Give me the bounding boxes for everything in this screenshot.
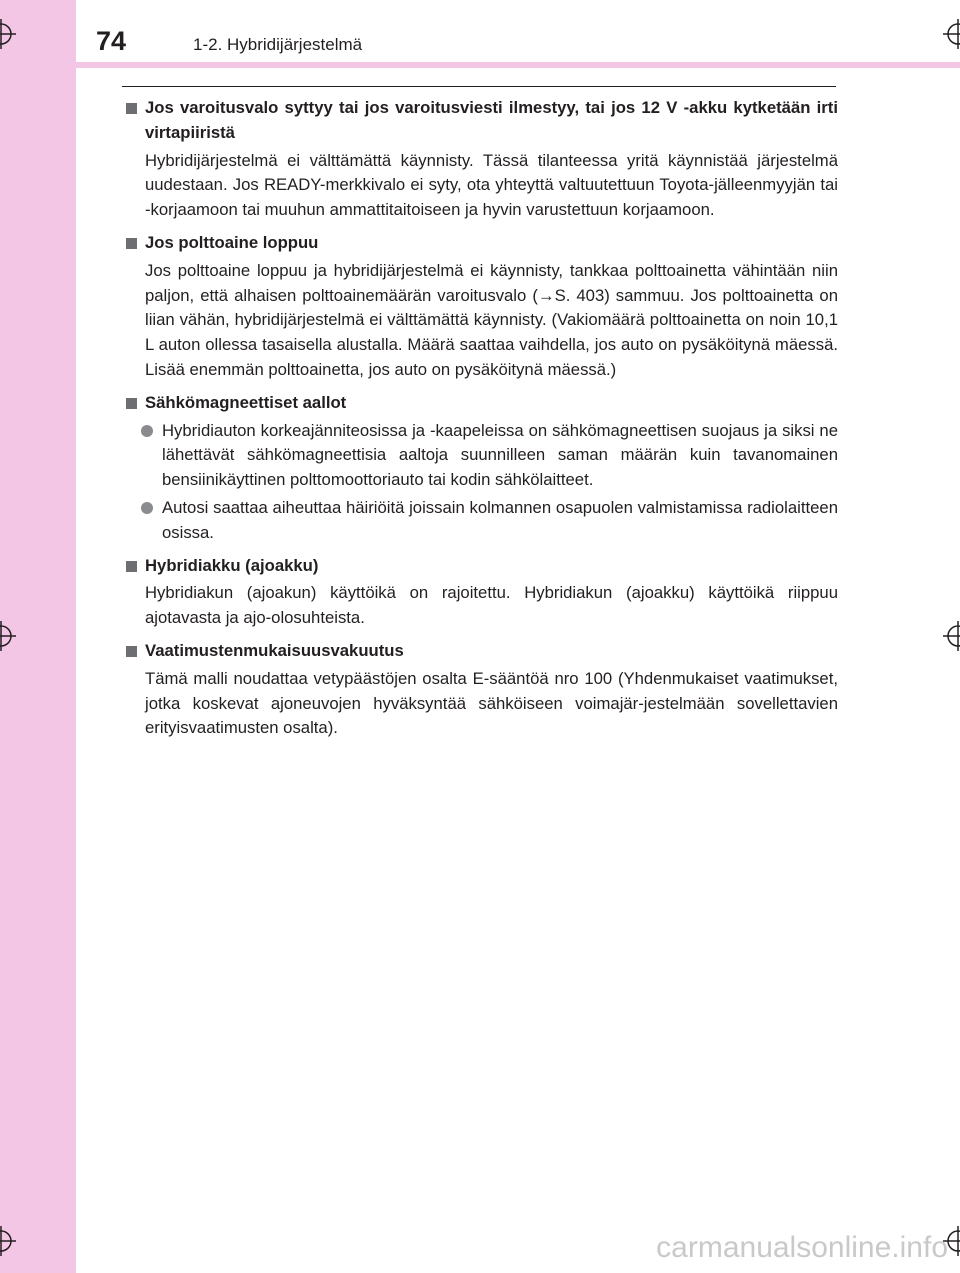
section-heading <box>126 554 838 579</box>
section-heading <box>126 96 838 146</box>
section-paragraph: Hybridijärjestelmä ei välttämättä käynnisty. Tässä tilanteessa yritä käynnistää järjestelmä uudestaan. Jos READY-merkkivalo ei syty, ota yhteyttä valtuutettuun Toyota-jälleenmyyjän tai -korjaamoon tai muuhun ammattitaitoiseen ja hyvin varustettuun korjaamoon. <box>145 150 838 220</box>
section-heading-text: Hybridiakku (ajoakku) <box>145 555 319 575</box>
section-heading <box>126 231 838 256</box>
section-electromagnetic-waves <box>126 391 838 546</box>
registration-mark-top-left <box>0 19 16 49</box>
watermark: carmanualsonline.info <box>656 1231 948 1264</box>
registration-mark-mid-right <box>943 621 960 651</box>
registration-mark-top-right <box>943 19 960 49</box>
list-item-text: Autosi saattaa aiheuttaa häiriöitä joissain kolmannen osapuolen valmistamissa radiolaitteen osissa. <box>162 497 838 542</box>
section-heading-text: Vaatimustenmukaisuusvakuutus <box>145 640 404 660</box>
main-content <box>126 96 838 749</box>
square-bullet-icon <box>126 238 137 249</box>
page-number: 74 <box>96 26 127 56</box>
list-item <box>126 419 838 493</box>
square-bullet-icon <box>126 561 137 572</box>
list-item-text: Hybridiauton korkeajänniteosissa ja -kaapeleissa on sähkömagneettisen suojaus ja siksi ne lähettävät sähkömagneettisia aaltoja suunnilleen saman määrän kuin tavanomainen bensiinikäyttinen polttomoottoriauto tai kodin sähkölaitteet. <box>162 420 838 490</box>
section-heading-text: Jos varoitusvalo syttyy tai jos varoitusviesti ilmestyy, tai jos 12 V -akku kytketään irti virtapiiristä <box>145 98 838 142</box>
section-fuel-runs-out <box>126 231 838 383</box>
section-heading <box>126 391 838 416</box>
section-paragraph: Tämä malli noudattaa vetypäästöjen osalta E-sääntöä nro 100 (Yhdenmukaiset vaatimukset, jotka koskevat ajoneuvojen hyväksyntää sähköiseen voimajär-jestelmään sovellettavien erityisvaatimusten osalta). <box>145 668 838 738</box>
section-heading-text: Jos polttoaine loppuu <box>145 232 319 252</box>
section-heading <box>126 639 838 664</box>
registration-mark-bottom-left <box>0 1226 16 1256</box>
round-bullet-icon <box>141 425 153 437</box>
registration-mark-mid-left <box>0 621 16 651</box>
section-paragraph: Jos polttoaine loppuu ja hybridijärjestelmä ei käynnisty, tankkaa polttoainetta vähintään niin paljon, että alhaisen polttoainemäärän varoitusvalo (→S. 403) sammuu. Jos polttoainetta on liian vähän, hybridijärjestelmä ei välttämättä käynnisty. (Vakiomäärä polttoainetta on noin 10,1 L auton ollessa tasaisella alustalla. Määrä saattaa vaihdella, jos auto on pysäköitynä mäessä. Lisää enemmän polttoainetta, jos auto on pysäköitynä mäessä.) <box>145 260 838 379</box>
section-paragraph: Hybridiakun (ajoakun) käyttöikä on rajoitettu. Hybridiakun (ajoakku) käyttöikä riippuu ajotavasta ja ajo-olosuhteista. <box>145 583 838 628</box>
round-bullet-icon <box>141 502 153 514</box>
section-declaration-of-conformity <box>126 639 838 741</box>
section-hybrid-battery <box>126 554 838 631</box>
section-warning-light <box>126 96 838 223</box>
square-bullet-icon <box>126 398 137 409</box>
square-bullet-icon <box>126 103 137 114</box>
list-item <box>126 496 838 546</box>
section-heading-text: Sähkömagneettiset aallot <box>145 392 347 412</box>
square-bullet-icon <box>126 646 137 657</box>
header-color-band <box>76 62 960 68</box>
header-rule <box>122 86 836 87</box>
section-title: 1-2. Hybridijärjestelmä <box>193 35 363 54</box>
